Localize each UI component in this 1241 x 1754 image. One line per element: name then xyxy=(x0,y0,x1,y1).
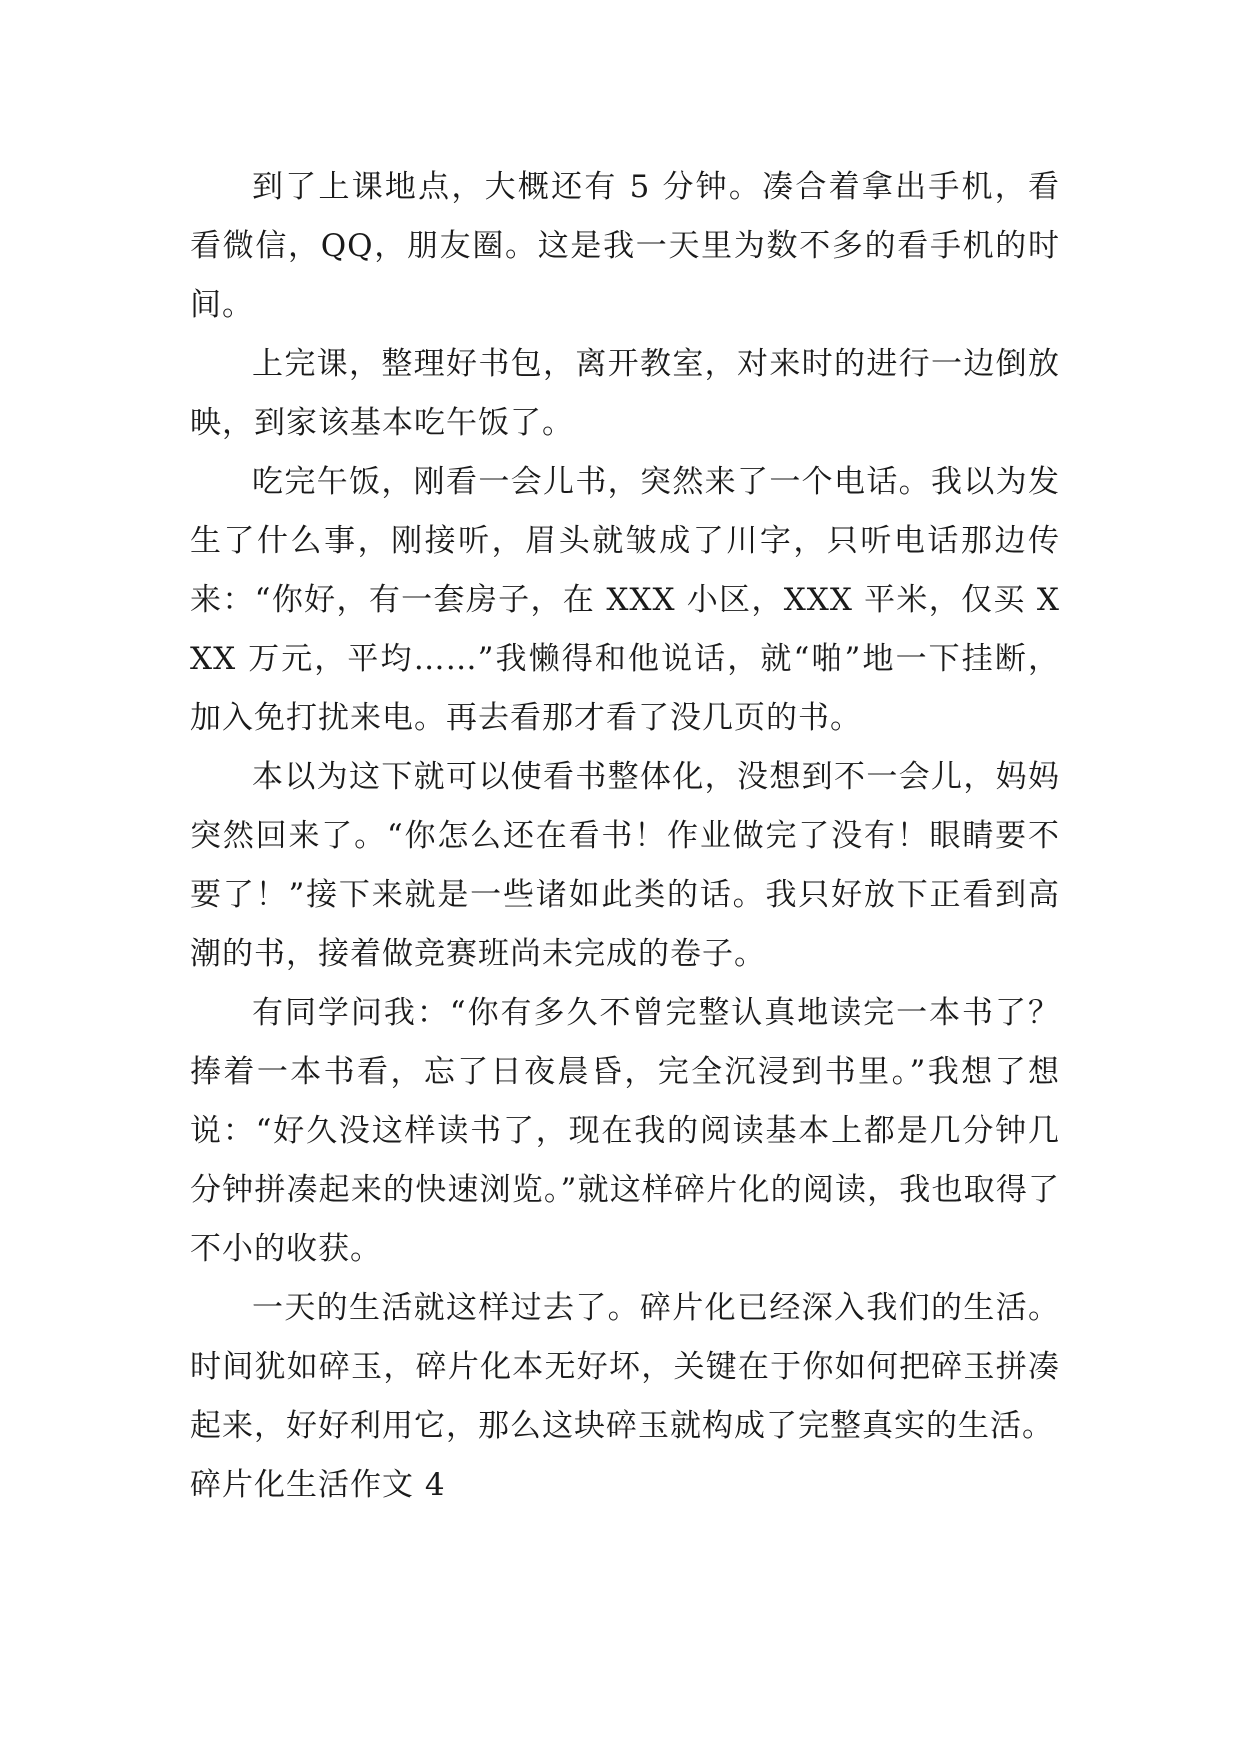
paragraph: 本以为这下就可以使看书整体化，没想到不一会儿，妈妈突然回来了。“你怎么还在看书！作业做完了没有！眼睛要不要了！”接下来就是一些诸如此类的话。我只好放下正看到高潮的书，接着做竞赛班尚未完成的卷子。 xyxy=(190,759,1060,972)
document-body xyxy=(190,158,1060,1515)
paragraph: 一天的生活就这样过去了。碎片化已经深入我们的生活。时间犹如碎玉，碎片化本无好坏，关键在于你如何把碎玉拼凑起来，好好利用它，那么这块碎玉就构成了完整真实的生活。 xyxy=(190,1290,1060,1444)
paragraph: 上完课，整理好书包，离开教室，对来时的进行一边倒放映，到家该基本吃午饭了。 xyxy=(190,346,1060,441)
paragraph: 到了上课地点，大概还有 5 分钟。凑合着拿出手机，看看微信，QQ，朋友圈。这是我一天里为数不多的看手机的时间。 xyxy=(190,169,1060,323)
section-heading: 碎片化生活作文 4 xyxy=(190,1467,446,1503)
paragraph: 吃完午饭，刚看一会儿书，突然来了一个电话。我以为发生了什么事，刚接听，眉头就皱成了川字，只听电话那边传来：“你好，有一套房子，在 XXX 小区，XXX 平米，仅买 XXX 万元，平均……”我懒得和他说话，就“啪”地一下挂断，加入免打扰来电。再去看那才看了没几页的书。 xyxy=(190,464,1060,736)
paragraph: 有同学问我：“你有多久不曾完整认真地读完一本书了？捧着一本书看，忘了日夜晨昏，完全沉浸到书里。”我想了想说：“好久没这样读书了，现在我的阅读基本上都是几分钟几分钟拼凑起来的快速浏览。”就这样碎片化的阅读，我也取得了不小的收获。 xyxy=(190,995,1060,1267)
